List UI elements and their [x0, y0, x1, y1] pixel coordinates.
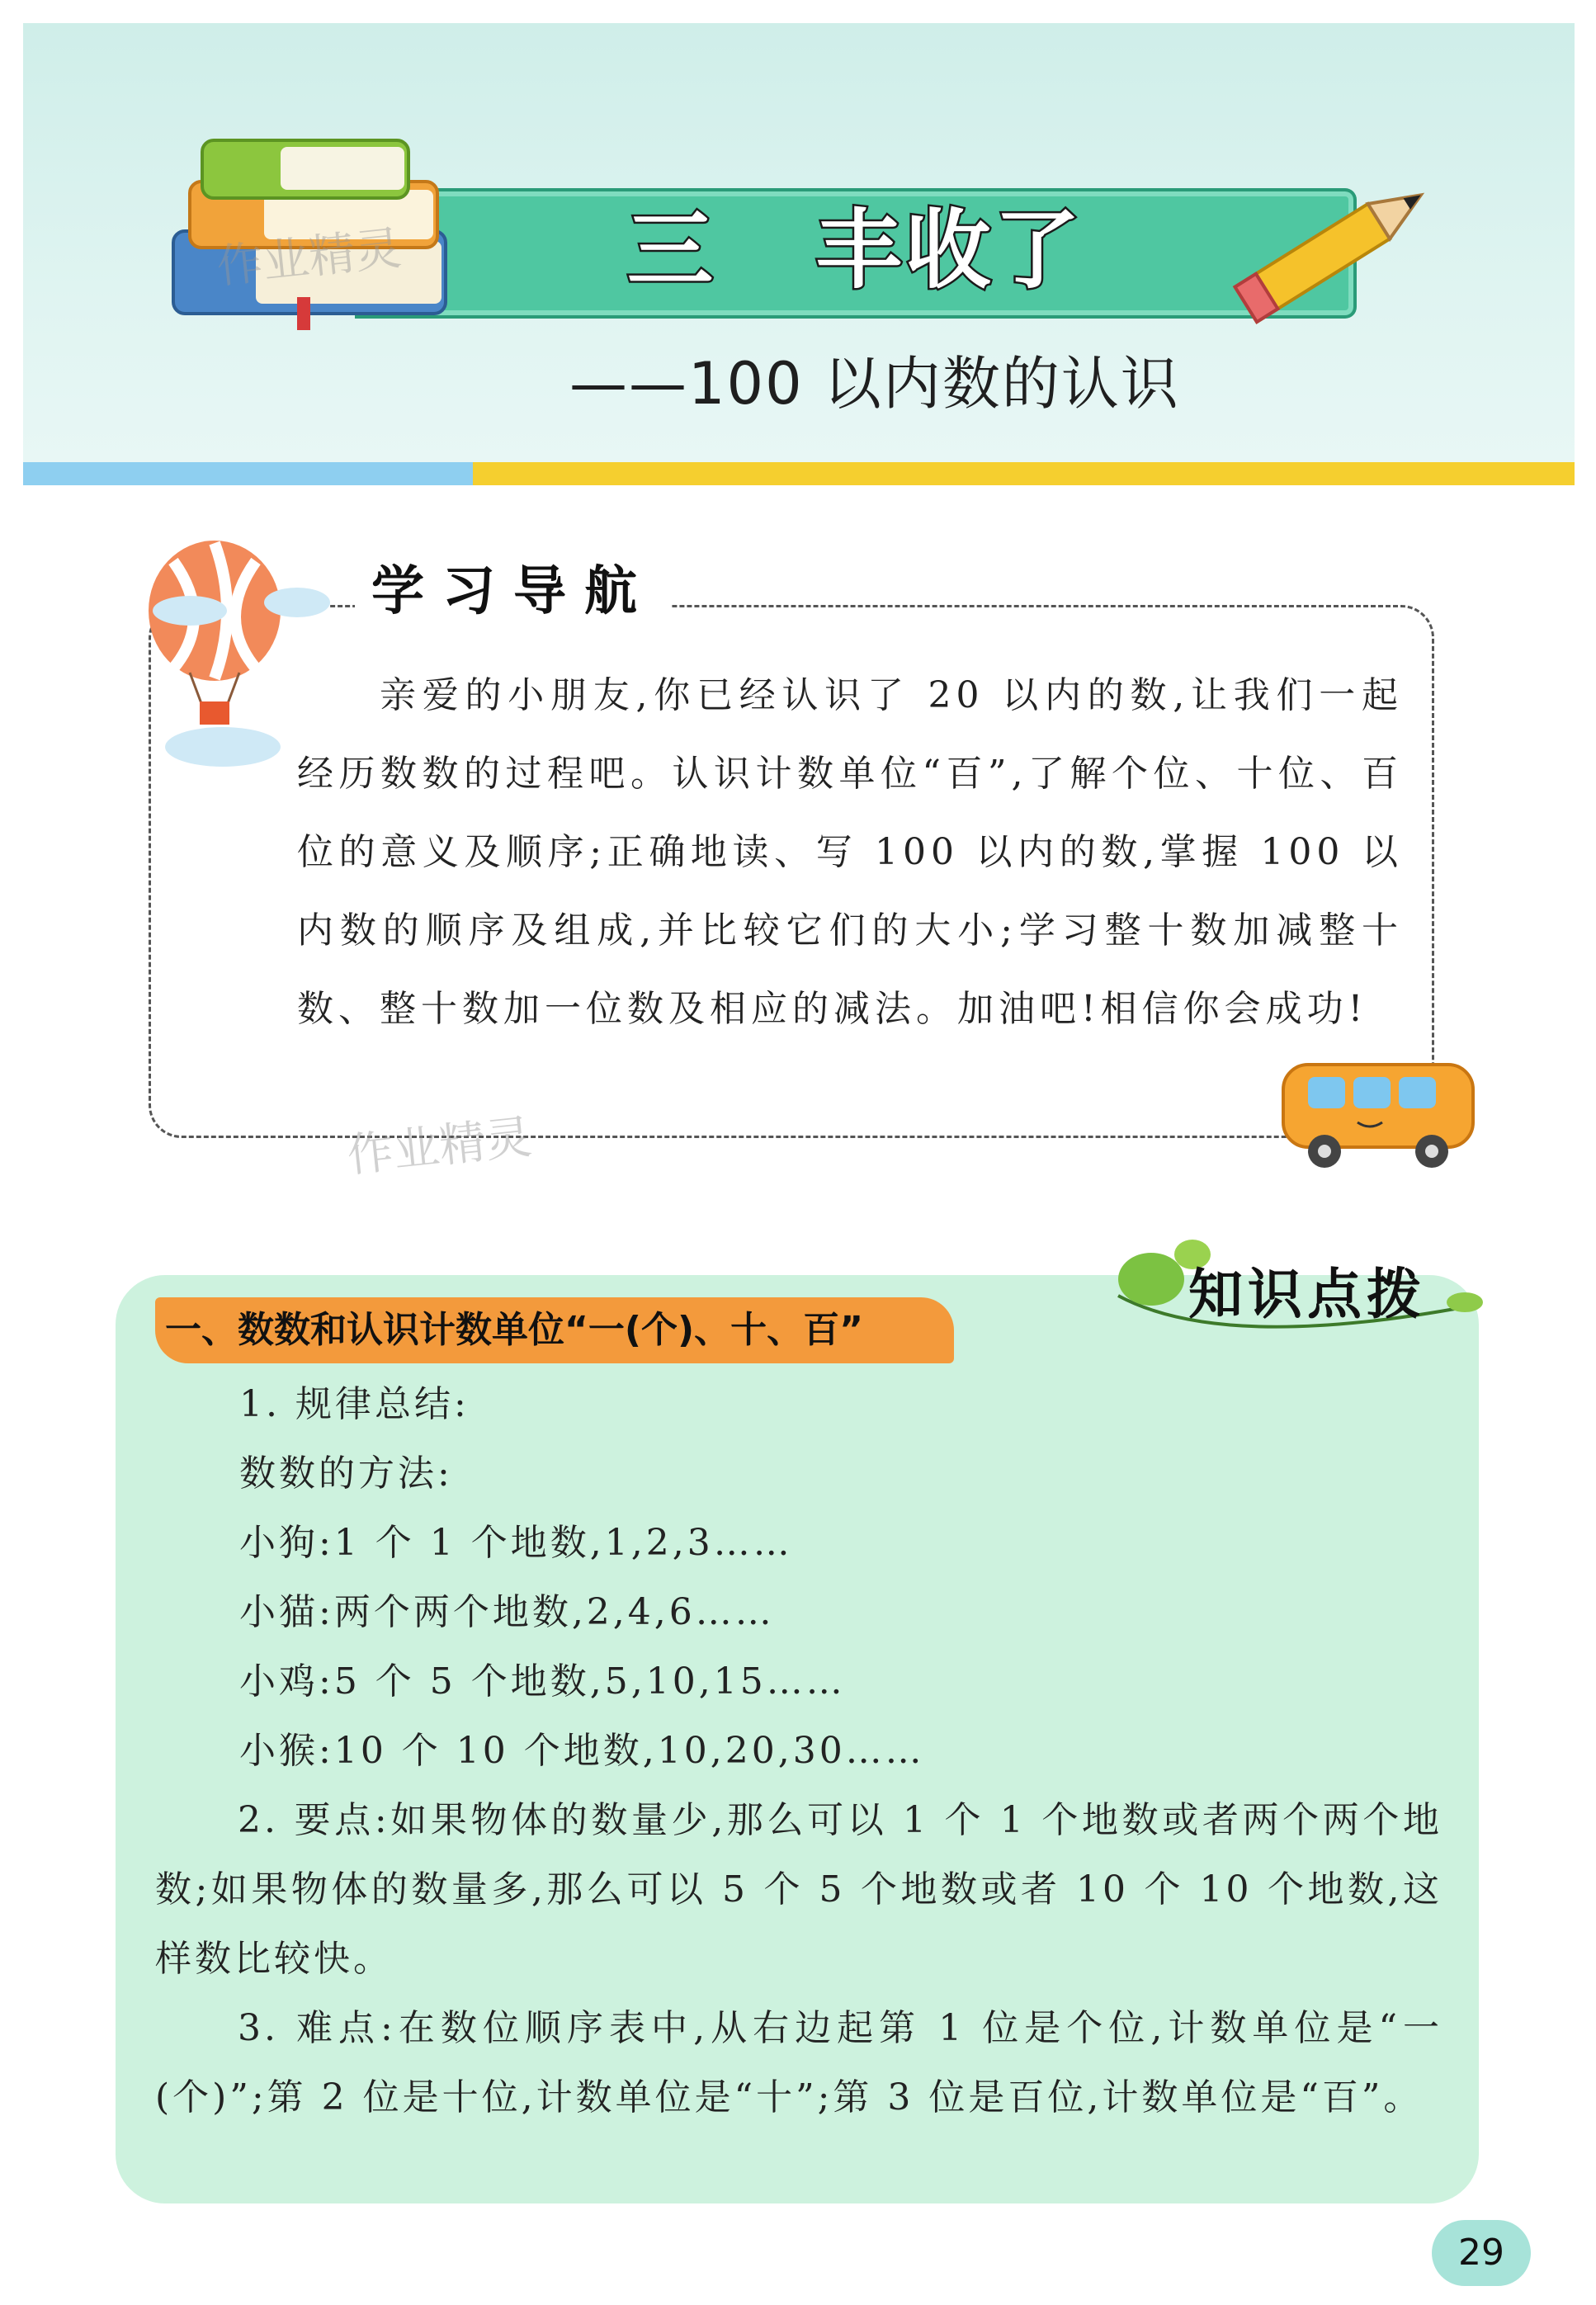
hot-air-balloon-icon — [124, 536, 314, 776]
list-item-dog: 小狗:1 个 1 个地数,1,2,3…… — [239, 1522, 793, 1564]
page-number: 29 — [1458, 2232, 1504, 2274]
item1-title: 1. 规律总结: — [239, 1383, 470, 1425]
chapter-title: 三 丰收了 — [627, 200, 1084, 300]
nav-heading: 学习导航 — [355, 555, 672, 629]
item3-paragraph: 3. 难点:在数位顺序表中,从右边起第 1 位是个位,计数单位是“一(个)”;第 2 位是十位,计数单位是“十”;第 3 位是百位,计数单位是“百”。 — [155, 2007, 1443, 2118]
watermark: 作业精灵 — [214, 221, 404, 295]
chapter-subtitle: ——100 以内数的认识 — [569, 350, 1180, 418]
pencil-icon — [1213, 173, 1461, 322]
list-item-monkey: 小猴:10 个 10 个地数,10,20,30…… — [239, 1730, 925, 1772]
header-stripe-yellow — [473, 462, 1575, 485]
list-item-chicken: 小鸡:5 个 5 个地数,5,10,15…… — [239, 1660, 846, 1703]
watermark: 作业精灵 — [344, 1110, 535, 1183]
school-bus-icon — [1275, 1048, 1481, 1180]
header-stripe-blue — [23, 462, 473, 485]
nav-paragraph: 亲爱的小朋友,你已经认识了 20 以内的数,让我们一起经历数数的过程吧。认识计数单位“百”,了解个位、十位、百位的意义及顺序;正确地读、写 100 以内的数,掌握 100 以内数的顺序及组成,并比较它们的大小;学习整十数加减整十数、整十数加一位数及相应的减法。加油吧!相信你会成功! — [297, 674, 1403, 1030]
counting-method: 数数的方法: — [239, 1452, 453, 1495]
item2-paragraph: 2. 要点:如果物体的数量少,那么可以 1 个 1 个地数或者两个两个地数;如果物体的数量多,那么可以 5 个 5 个地数或者 10 个 10 个地数,这样数比较快。 — [155, 1799, 1443, 1980]
section-title: 一、数数和认识计数单位“一(个)、十、百” — [165, 1309, 864, 1351]
knowledge-tag: 知识点拨 — [1188, 1263, 1426, 1326]
list-item-cat: 小猫:两个两个地数,2,4,6…… — [239, 1591, 775, 1633]
